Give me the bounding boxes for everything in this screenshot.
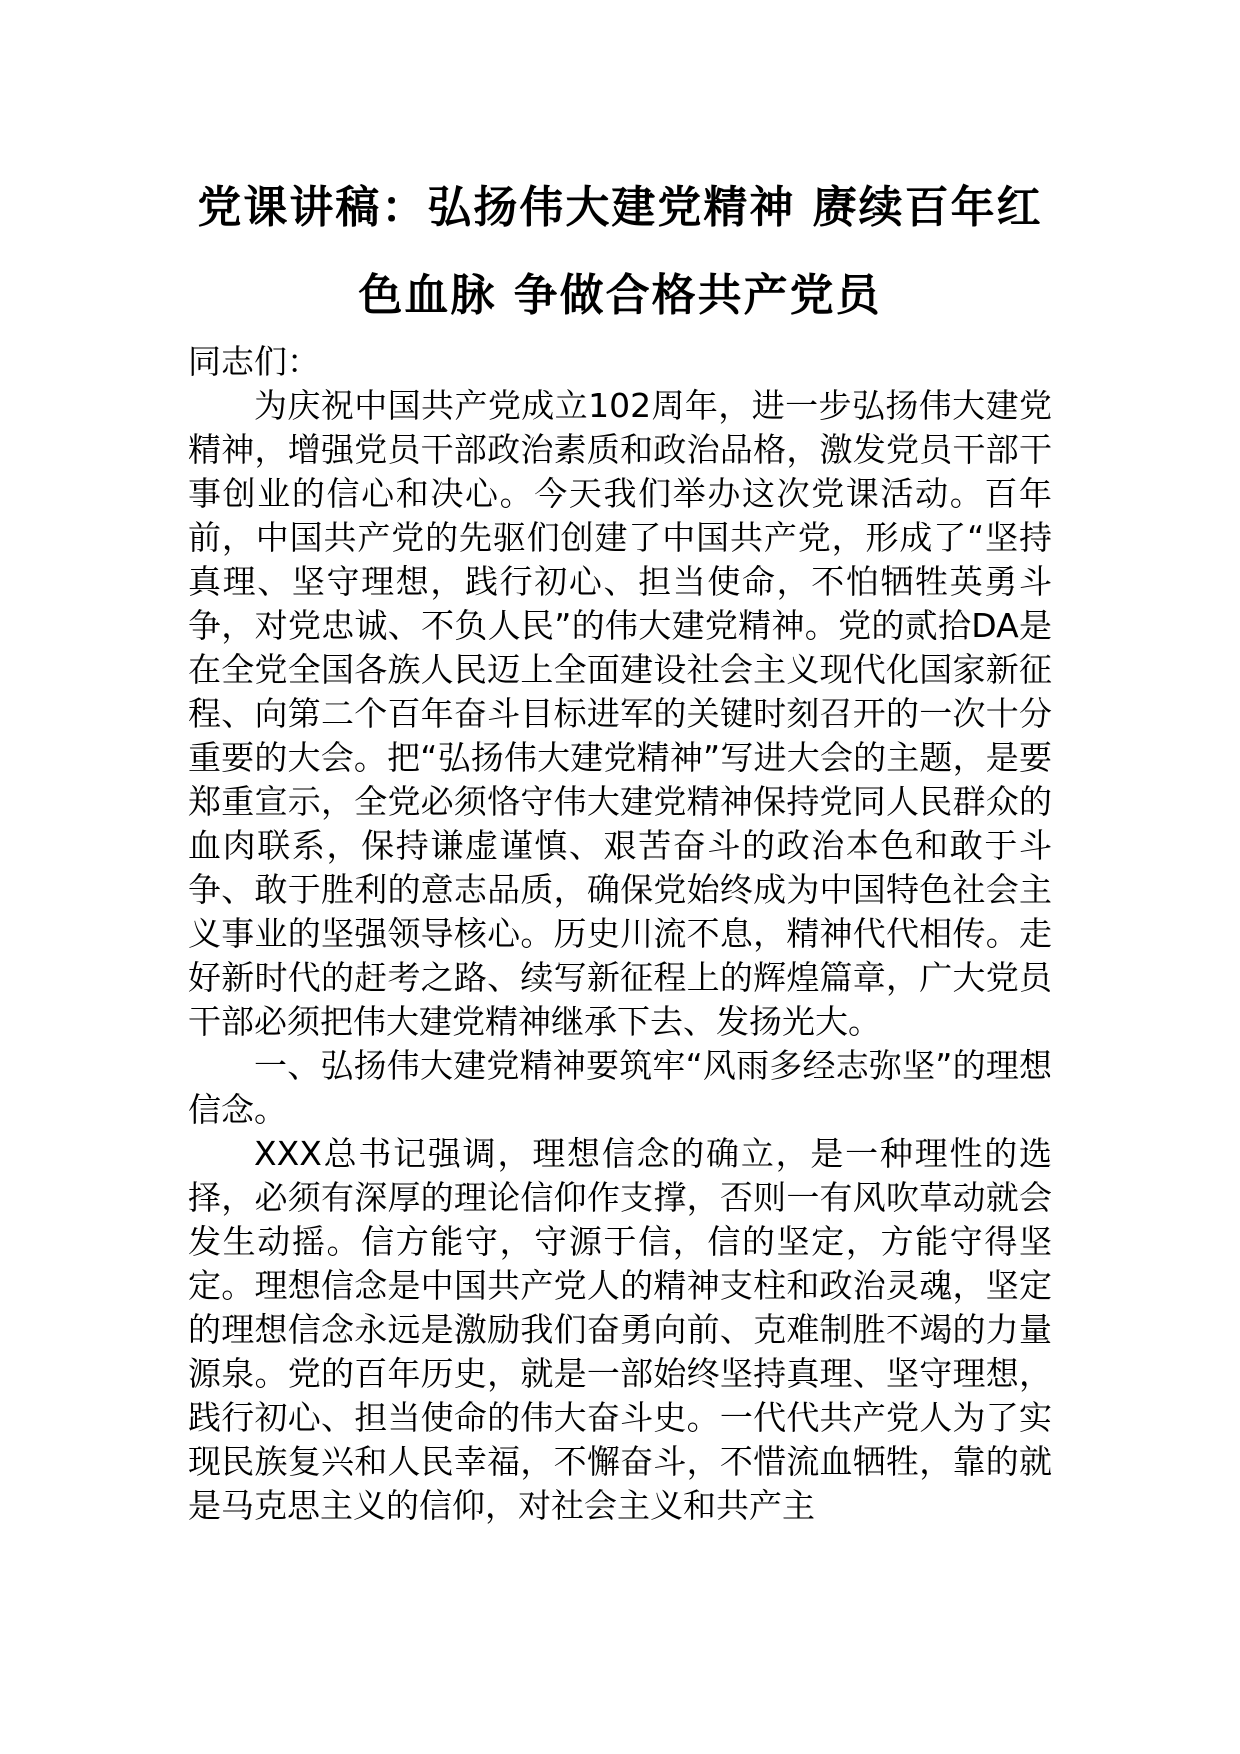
document-body (188, 340, 1052, 1528)
salutation: 同志们： (188, 342, 320, 381)
paragraph-intro: 为庆祝中国共产党成立102周年，进一步弘扬伟大建党精神，增强党员干部政治素质和政治品格，激发党员干部干事创业的信心和决心。今天我们举办这次党课活动。百年前，中国共产党的先驱们创建了中国共产党，形成了“坚持真理、坚守理想，践行初心、担当使命，不怕牺牲英勇斗争，对党忠诚、不负人民”的伟大建党精神。党的贰拾DA是在全党全国各族人民迈上全面建设社会主义现代化国家新征程、向第二个百年奋斗目标进军的关键时刻召开的一次十分重要的大会。把“弘扬伟大建党精神”写进大会的主题，是要郑重宣示，全党必须恪守伟大建党精神保持党同人民群众的血肉联系，保持谦虚谨慎、艰苦奋斗的政治本色和敢于斗争、敢于胜利的意志品质，确保党始终成为中国特色社会主义事业的坚强领导核心。历史川流不息，精神代代相传。走好新时代的赶考之路、续写新征程上的辉煌篇章，广大党员干部必须把伟大建党精神继承下去、发扬光大。 (188, 386, 1052, 1041)
title-line-2: 色血脉 争做合格共产党员 (358, 270, 882, 321)
section-heading-1: 一、弘扬伟大建党精神要筑牢“风雨多经志弥坚”的理想信念。 (188, 1046, 1052, 1129)
document-page (188, 0, 1052, 1528)
paragraph-section-1: XXX总书记强调，理想信念的确立，是一种理性的选择，必须有深厚的理论信仰作支撑，否则一有风吹草动就会发生动摇。信方能守，守源于信，信的坚定，方能守得坚定。理想信念是中国共产党人的精神支柱和政治灵魂，坚定的理想信念永远是激励我们奋勇向前、克难制胜不竭的力量源泉。党的百年历史，就是一部始终坚持真理、坚守理想，践行初心、担当使命的伟大奋斗史。一代代共产党人为了实现民族复兴和人民幸福，不懈奋斗，不惜流血牺牲，靠的就是马克思主义的信仰，对社会主义和共产主 (188, 1134, 1052, 1525)
document-title (188, 0, 1052, 340)
title-line-1: 党课讲稿：弘扬伟大建党精神 赓续百年红 (197, 182, 1043, 233)
